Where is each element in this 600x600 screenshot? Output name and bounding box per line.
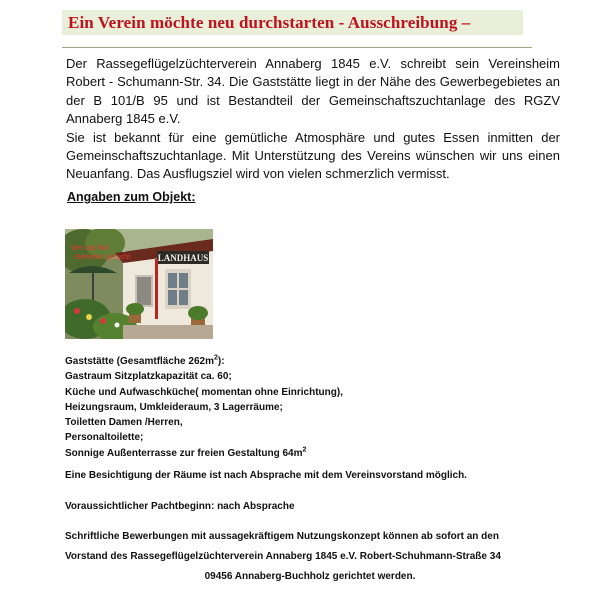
divider (62, 47, 532, 48)
photo-sign-text: LANDHAUS (157, 253, 209, 263)
application-line-2: Vorstand des Rassegeflügelzüchterverein Annaberg 1845 e.V. Robert-Schuhmann-Straße 34 (65, 551, 501, 562)
page-title: Ein Verein möchte neu durchstarten - Ausschreibung – (68, 13, 471, 32)
application-line-3: 09456 Annaberg-Buchholz gerichtet werden. (204, 571, 416, 582)
detail-terrace: Sonnige Außenterrasse zur freien Gestaltung $64m^2$ (65, 446, 307, 459)
application-line-1: Schriftliche Bewerbungen mit aussagekräftigem Nutzungskonzept können ab sofort an den (65, 531, 499, 542)
intro-paragraph-2: Sie ist bekannt für eine gemütliche Atmosphäre und gutes Essen inmitten der Gemeinschaftszuchtanlage. Mit Unterstützung des Vereins wünschen wir uns einen Neuanfang. Das Ausflugsziel wird von vielen schmerzlich vermisst. (66, 129, 560, 182)
object-details-list (65, 354, 565, 461)
intro-text (66, 55, 560, 184)
intro-paragraph-1: Der Rassegeflügelzüchterverein Annaberg 1845 e.V. schreibt sein Vereinsheim Robert - Schumann-Str. 34. Die Gaststätte liegt in der Nähe des Gewerbegebietes an der B 101/B 95 und ist Bestandteil der Gemeinschaftszuchtanlage des RGZV Annaberg 1845 e.V. (66, 56, 560, 127)
section-heading-object: Angaben zum Objekt: (67, 190, 196, 204)
detail-area: Gaststätte (Gesamtfläche $262m^2$): (65, 354, 225, 367)
detail-seating: Gastraum Sitzplatzkapazität ca. 60; (65, 371, 232, 383)
detail-kitchen: Küche und Aufwaschküche( momentan ohne Einrichtung), (65, 386, 343, 398)
detail-rooms: Heizungsraum, Umkleideraum, 3 Lagerräume; (65, 401, 283, 413)
detail-toilets: Toiletten Damen /Herren, (65, 417, 183, 429)
detail-staff-toilet: Personaltoilette; (65, 432, 144, 444)
restaurant-photo (65, 229, 213, 339)
photo-overlay-line-2: - Betreiber gesucht (71, 254, 131, 261)
viewing-note: Eine Besichtigung der Räume ist nach Absprache mit dem Vereinsvorstand möglich. (65, 470, 467, 481)
title-banner (62, 10, 523, 35)
photo-overlay-line-1: Wer hat Mut (71, 245, 109, 252)
lease-start: Voraussichtlicher Pachtbeginn: nach Absprache (65, 501, 295, 512)
